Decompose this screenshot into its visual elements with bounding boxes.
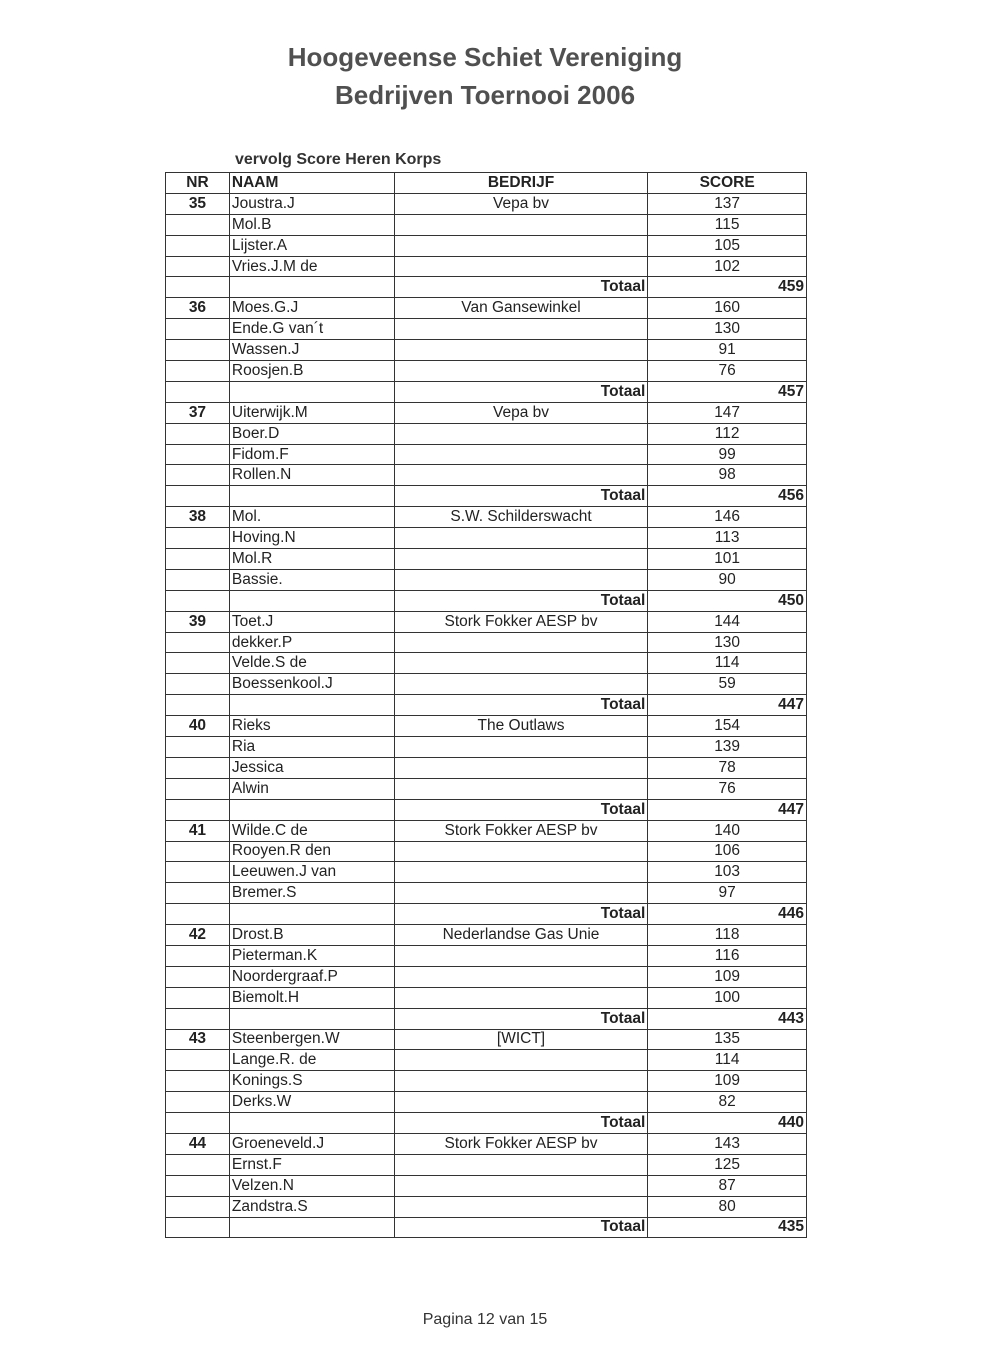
total-label: Totaal xyxy=(394,904,648,925)
team-number xyxy=(166,987,230,1008)
total-row xyxy=(166,486,807,507)
company-name: Stork Fokker AESP bv xyxy=(394,820,648,841)
member-score: 109 xyxy=(648,1071,807,1092)
company-name xyxy=(394,319,648,340)
team-number xyxy=(166,1154,230,1175)
member-name: Moes.G.J xyxy=(229,298,394,319)
member-name: Rieks xyxy=(229,716,394,737)
company-name xyxy=(394,444,648,465)
member-name: Derks.W xyxy=(229,1092,394,1113)
company-name xyxy=(394,966,648,987)
company-name: Stork Fokker AESP bv xyxy=(394,611,648,632)
member-score: 113 xyxy=(648,528,807,549)
member-score: 146 xyxy=(648,507,807,528)
total-row-nr-empty xyxy=(166,1113,230,1134)
document-title: Hoogeveense Schiet Vereniging xyxy=(287,42,683,72)
member-score: 115 xyxy=(648,214,807,235)
member-score: 100 xyxy=(648,987,807,1008)
column-header-nr: NR xyxy=(166,173,230,194)
table-row xyxy=(166,1092,807,1113)
company-name xyxy=(394,883,648,904)
total-row-nr-empty xyxy=(166,277,230,298)
team-number xyxy=(166,757,230,778)
member-name: Konings.S xyxy=(229,1071,394,1092)
member-score: 106 xyxy=(648,841,807,862)
member-name: dekker.P xyxy=(229,632,394,653)
member-score: 99 xyxy=(648,444,807,465)
member-name: Lange.R. de xyxy=(229,1050,394,1071)
section-heading: vervolg Score Heren Korps xyxy=(235,151,442,168)
team-number xyxy=(166,778,230,799)
member-name: Ria xyxy=(229,737,394,758)
member-score: 154 xyxy=(648,716,807,737)
member-name: Joustra.J xyxy=(229,193,394,214)
team-number: 40 xyxy=(166,716,230,737)
team-total: 443 xyxy=(648,1008,807,1029)
team-number xyxy=(166,465,230,486)
company-name: Vepa bv xyxy=(394,193,648,214)
table-row xyxy=(166,402,807,423)
total-row-name-empty xyxy=(229,904,394,925)
team-number xyxy=(166,549,230,570)
member-score: 109 xyxy=(648,966,807,987)
member-score: 135 xyxy=(648,1029,807,1050)
total-row-name-empty xyxy=(229,695,394,716)
column-header-naam: NAAM xyxy=(229,173,394,194)
total-row-name-empty xyxy=(229,1113,394,1134)
table-row xyxy=(166,987,807,1008)
total-row-nr-empty xyxy=(166,590,230,611)
table-row xyxy=(166,256,807,277)
table-row xyxy=(166,841,807,862)
member-score: 147 xyxy=(648,402,807,423)
team-number: 44 xyxy=(166,1133,230,1154)
table-row xyxy=(166,883,807,904)
team-number: 43 xyxy=(166,1029,230,1050)
company-name xyxy=(394,235,648,256)
table-row xyxy=(166,444,807,465)
member-score: 80 xyxy=(648,1196,807,1217)
member-name: Velzen.N xyxy=(229,1175,394,1196)
company-name: [WICT] xyxy=(394,1029,648,1050)
member-name: Wilde.C de xyxy=(229,820,394,841)
member-name: Groeneveld.J xyxy=(229,1133,394,1154)
total-row-nr-empty xyxy=(166,381,230,402)
member-name: Bassie. xyxy=(229,569,394,590)
team-number xyxy=(166,653,230,674)
table-row xyxy=(166,1029,807,1050)
total-row-name-empty xyxy=(229,1008,394,1029)
table-row xyxy=(166,862,807,883)
member-score: 87 xyxy=(648,1175,807,1196)
team-number xyxy=(166,444,230,465)
member-name: Zandstra.S xyxy=(229,1196,394,1217)
table-row xyxy=(166,1050,807,1071)
team-total: 440 xyxy=(648,1113,807,1134)
member-score: 118 xyxy=(648,925,807,946)
member-score: 98 xyxy=(648,465,807,486)
team-number xyxy=(166,1050,230,1071)
member-name: Hoving.N xyxy=(229,528,394,549)
total-row xyxy=(166,904,807,925)
team-total: 456 xyxy=(648,486,807,507)
table-row xyxy=(166,674,807,695)
member-name: Mol.B xyxy=(229,214,394,235)
table-row xyxy=(166,1154,807,1175)
table-row xyxy=(166,925,807,946)
member-name: Boer.D xyxy=(229,423,394,444)
member-score: 143 xyxy=(648,1133,807,1154)
table-row xyxy=(166,340,807,361)
team-number xyxy=(166,319,230,340)
team-number xyxy=(166,945,230,966)
team-number xyxy=(166,862,230,883)
company-name xyxy=(394,465,648,486)
total-row xyxy=(166,695,807,716)
company-name xyxy=(394,757,648,778)
total-row-nr-empty xyxy=(166,1008,230,1029)
company-name xyxy=(394,945,648,966)
team-number xyxy=(166,361,230,382)
total-row xyxy=(166,381,807,402)
member-name: Roosjen.B xyxy=(229,361,394,382)
table-row xyxy=(166,549,807,570)
table-row xyxy=(166,1133,807,1154)
member-name: Velde.S de xyxy=(229,653,394,674)
total-row-nr-empty xyxy=(166,486,230,507)
team-total: 447 xyxy=(648,695,807,716)
company-name: Vepa bv xyxy=(394,402,648,423)
total-label: Totaal xyxy=(394,381,648,402)
team-number xyxy=(166,569,230,590)
total-label: Totaal xyxy=(394,1113,648,1134)
table-row xyxy=(166,319,807,340)
table-row xyxy=(166,611,807,632)
total-row xyxy=(166,1008,807,1029)
table-row xyxy=(166,737,807,758)
table-row xyxy=(166,945,807,966)
company-name xyxy=(394,361,648,382)
table-header-row xyxy=(166,173,807,194)
total-label: Totaal xyxy=(394,1217,648,1238)
table-row xyxy=(166,820,807,841)
team-total: 447 xyxy=(648,799,807,820)
page-number: Pagina 12 van 15 xyxy=(422,1311,548,1328)
member-name: Ende.G van´t xyxy=(229,319,394,340)
company-name xyxy=(394,841,648,862)
team-number: 39 xyxy=(166,611,230,632)
total-row-nr-empty xyxy=(166,799,230,820)
table-row xyxy=(166,528,807,549)
member-score: 97 xyxy=(648,883,807,904)
company-name xyxy=(394,549,648,570)
team-total: 450 xyxy=(648,590,807,611)
company-name xyxy=(394,653,648,674)
company-name xyxy=(394,423,648,444)
member-name: Mol.R xyxy=(229,549,394,570)
team-total: 457 xyxy=(648,381,807,402)
column-header-bedrijf: BEDRIJF xyxy=(394,173,648,194)
team-number: 36 xyxy=(166,298,230,319)
team-number xyxy=(166,1175,230,1196)
member-score: 102 xyxy=(648,256,807,277)
team-number xyxy=(166,214,230,235)
member-name: Toet.J xyxy=(229,611,394,632)
total-label: Totaal xyxy=(394,1008,648,1029)
team-number xyxy=(166,841,230,862)
team-total: 435 xyxy=(648,1217,807,1238)
member-name: Jessica xyxy=(229,757,394,778)
column-header-score: SCORE xyxy=(648,173,807,194)
company-name xyxy=(394,1196,648,1217)
team-number xyxy=(166,737,230,758)
table-row xyxy=(166,214,807,235)
team-number: 37 xyxy=(166,402,230,423)
member-score: 116 xyxy=(648,945,807,966)
company-name: Nederlandse Gas Unie xyxy=(394,925,648,946)
table-row xyxy=(166,193,807,214)
member-name: Leeuwen.J van xyxy=(229,862,394,883)
team-number: 41 xyxy=(166,820,230,841)
total-row-name-empty xyxy=(229,277,394,298)
table-row xyxy=(166,632,807,653)
total-row-name-empty xyxy=(229,381,394,402)
total-label: Totaal xyxy=(394,590,648,611)
company-name: Van Gansewinkel xyxy=(394,298,648,319)
company-name xyxy=(394,1092,648,1113)
table-row xyxy=(166,1196,807,1217)
team-number: 38 xyxy=(166,507,230,528)
member-score: 76 xyxy=(648,778,807,799)
table-row xyxy=(166,423,807,444)
team-number xyxy=(166,235,230,256)
team-number xyxy=(166,632,230,653)
table-row xyxy=(166,465,807,486)
total-row xyxy=(166,1217,807,1238)
total-label: Totaal xyxy=(394,799,648,820)
table-row xyxy=(166,235,807,256)
team-number: 35 xyxy=(166,193,230,214)
team-number xyxy=(166,528,230,549)
member-name: Fidom.F xyxy=(229,444,394,465)
member-name: Rooyen.R den xyxy=(229,841,394,862)
member-name: Steenbergen.W xyxy=(229,1029,394,1050)
document-subtitle: Bedrijven Toernooi 2006 xyxy=(334,80,636,110)
member-score: 76 xyxy=(648,361,807,382)
total-row xyxy=(166,1113,807,1134)
member-name: Wassen.J xyxy=(229,340,394,361)
total-row-nr-empty xyxy=(166,695,230,716)
member-score: 103 xyxy=(648,862,807,883)
company-name xyxy=(394,674,648,695)
total-row-nr-empty xyxy=(166,1217,230,1238)
member-score: 137 xyxy=(648,193,807,214)
table-row xyxy=(166,778,807,799)
company-name xyxy=(394,1071,648,1092)
total-row xyxy=(166,799,807,820)
total-row-name-empty xyxy=(229,486,394,507)
team-number xyxy=(166,256,230,277)
company-name: Stork Fokker AESP bv xyxy=(394,1133,648,1154)
company-name xyxy=(394,737,648,758)
team-total: 459 xyxy=(648,277,807,298)
team-number: 42 xyxy=(166,925,230,946)
table-body xyxy=(166,193,807,1238)
table-row xyxy=(166,361,807,382)
member-score: 160 xyxy=(648,298,807,319)
total-row xyxy=(166,590,807,611)
team-number xyxy=(166,340,230,361)
team-number xyxy=(166,1071,230,1092)
member-score: 140 xyxy=(648,820,807,841)
company-name xyxy=(394,987,648,1008)
company-name xyxy=(394,528,648,549)
table-row xyxy=(166,716,807,737)
table-row xyxy=(166,298,807,319)
member-name: Biemolt.H xyxy=(229,987,394,1008)
member-name: Alwin xyxy=(229,778,394,799)
member-name: Lijster.A xyxy=(229,235,394,256)
company-name xyxy=(394,862,648,883)
member-score: 144 xyxy=(648,611,807,632)
member-score: 90 xyxy=(648,569,807,590)
table-row xyxy=(166,966,807,987)
member-score: 101 xyxy=(648,549,807,570)
member-score: 130 xyxy=(648,632,807,653)
member-name: Mol. xyxy=(229,507,394,528)
member-name: Drost.B xyxy=(229,925,394,946)
total-row-name-empty xyxy=(229,799,394,820)
company-name xyxy=(394,256,648,277)
company-name xyxy=(394,340,648,361)
member-score: 78 xyxy=(648,757,807,778)
member-name: Noordergraaf.P xyxy=(229,966,394,987)
member-score: 114 xyxy=(648,1050,807,1071)
member-score: 59 xyxy=(648,674,807,695)
total-label: Totaal xyxy=(394,486,648,507)
member-name: Boessenkool.J xyxy=(229,674,394,695)
member-name: Pieterman.K xyxy=(229,945,394,966)
company-name: S.W. Schilderswacht xyxy=(394,507,648,528)
total-row-name-empty xyxy=(229,1217,394,1238)
member-name: Ernst.F xyxy=(229,1154,394,1175)
member-score: 125 xyxy=(648,1154,807,1175)
member-name: Rollen.N xyxy=(229,465,394,486)
team-number xyxy=(166,1196,230,1217)
member-score: 130 xyxy=(648,319,807,340)
table-row xyxy=(166,1071,807,1092)
company-name xyxy=(394,214,648,235)
table-row xyxy=(166,507,807,528)
member-score: 114 xyxy=(648,653,807,674)
member-score: 82 xyxy=(648,1092,807,1113)
member-score: 105 xyxy=(648,235,807,256)
member-score: 112 xyxy=(648,423,807,444)
company-name xyxy=(394,1175,648,1196)
company-name xyxy=(394,1154,648,1175)
team-number xyxy=(166,1092,230,1113)
company-name xyxy=(394,1050,648,1071)
table-row xyxy=(166,653,807,674)
total-row-name-empty xyxy=(229,590,394,611)
member-name: Uiterwijk.M xyxy=(229,402,394,423)
score-table xyxy=(165,172,807,1238)
team-number xyxy=(166,423,230,444)
member-name: Bremer.S xyxy=(229,883,394,904)
member-score: 139 xyxy=(648,737,807,758)
table-row xyxy=(166,1175,807,1196)
total-label: Totaal xyxy=(394,277,648,298)
team-number xyxy=(166,674,230,695)
company-name xyxy=(394,778,648,799)
team-total: 446 xyxy=(648,904,807,925)
team-number xyxy=(166,966,230,987)
total-row xyxy=(166,277,807,298)
total-row-nr-empty xyxy=(166,904,230,925)
table-row xyxy=(166,569,807,590)
company-name: The Outlaws xyxy=(394,716,648,737)
member-score: 91 xyxy=(648,340,807,361)
total-label: Totaal xyxy=(394,695,648,716)
member-name: Vries.J.M de xyxy=(229,256,394,277)
table-row xyxy=(166,757,807,778)
company-name xyxy=(394,569,648,590)
company-name xyxy=(394,632,648,653)
team-number xyxy=(166,883,230,904)
